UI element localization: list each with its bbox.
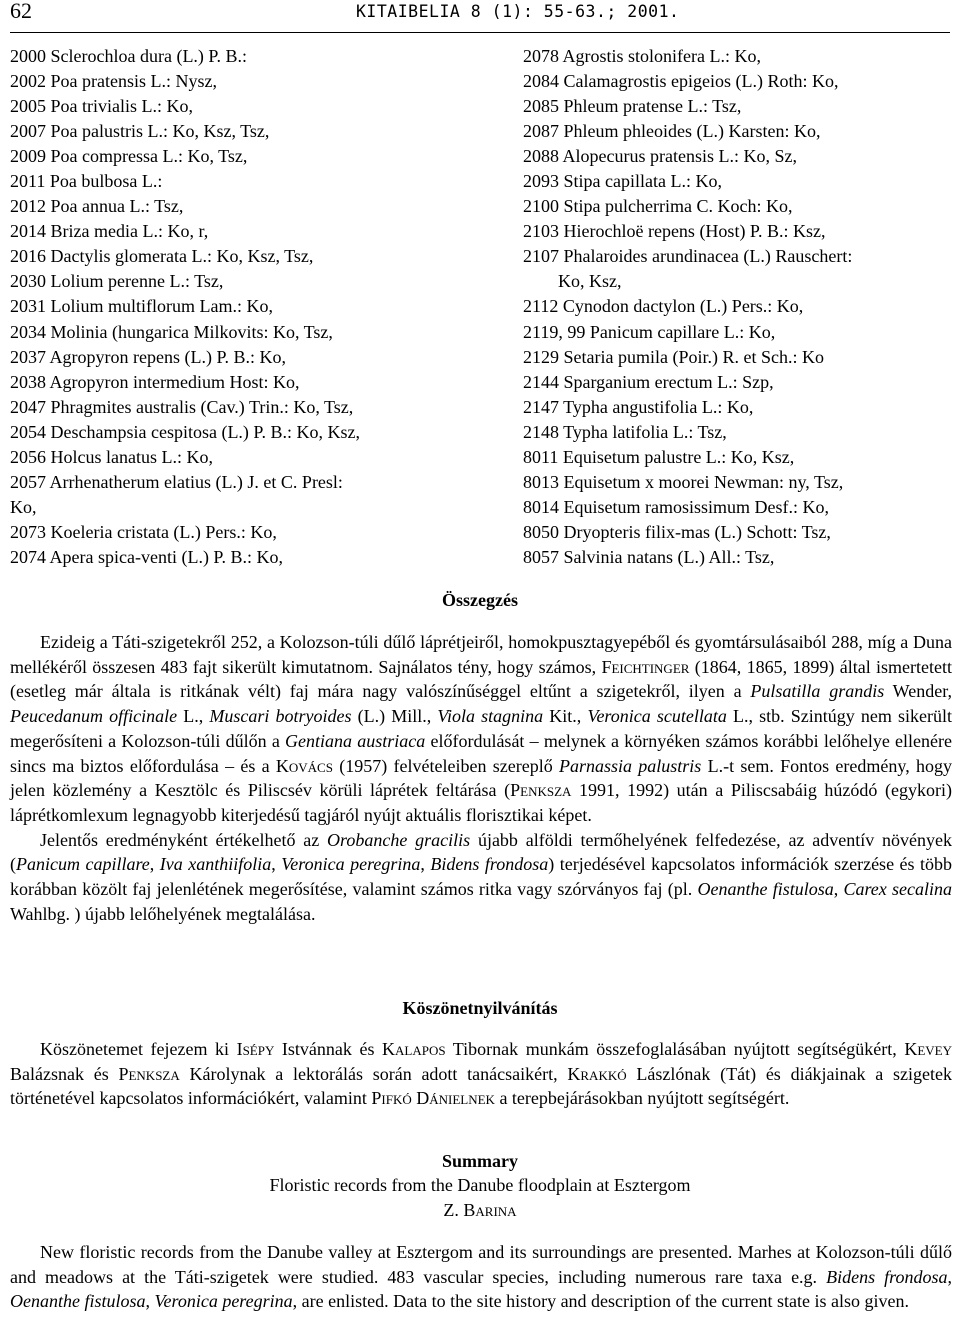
list-item: 2054 Deschampsia cespitosa (L.) P. B.: Ko, Ksz, (10, 421, 360, 442)
species-list-left (10, 44, 480, 570)
taxon-name: Viola stagnina (437, 706, 544, 727)
list-item: 2088 Alopecurus pratensis L.: Ko, Sz, (523, 146, 797, 167)
list-item: 2011 Poa bulbosa L.: (10, 171, 163, 192)
list-item: 2112 Cynodon dactylon (L.) Pers.: Ko, (523, 296, 804, 317)
summary-heading: Summary (442, 1151, 518, 1171)
taxon-name: Bidens frondosa (430, 854, 549, 875)
header-rule (10, 32, 950, 33)
list-item: 2016 Dactylis glomerata L.: Ko, Ksz, Tsz, (10, 246, 314, 267)
koszonet-heading: Köszönetnyilvánítás (402, 998, 558, 1018)
list-item: 8011 Equisetum palustre L.: Ko, Ksz, (523, 446, 795, 467)
list-item: 2012 Poa annua L.: Tsz, (10, 196, 184, 217)
list-item: 8013 Equisetum x moorei Newman: ny, Tsz, (523, 471, 844, 492)
list-item: 2119, 99 Panicum capillare L.: Ko, (523, 321, 776, 342)
list-item: 2103 Hierochloë repens (Host) P. B.: Ksz, (523, 221, 826, 242)
list-item: 2056 Holcus lanatus L.: Ko, (10, 446, 213, 467)
taxon-name: Parnassia palustris (559, 755, 702, 776)
taxon-name: Veronica scutellata (587, 706, 727, 727)
list-item: 2038 Agropyron intermedium Host: Ko, (10, 371, 300, 392)
osszegzes-body (10, 630, 952, 926)
list-item: 2034 Molinia (hungarica Milkovits: Ko, Tsz, (10, 321, 333, 342)
author-name: Feichtinger (601, 656, 690, 677)
list-item: 2087 Phleum phleoides (L.) Karsten: Ko, (523, 121, 821, 142)
list-item: 2100 Stipa pulcherrima C. Koch: Ko, (523, 196, 793, 217)
page-header (10, 0, 950, 34)
list-item: 2078 Agrostis stolonifera L.: Ko, (523, 46, 761, 66)
list-item: 2147 Typha angustifolia L.: Ko, (523, 396, 754, 417)
list-item: 2037 Agropyron repens (L.) P. B.: Ko, (10, 346, 286, 367)
author-name: Penksza (510, 780, 572, 801)
summary-author: Z. Barina (443, 1200, 517, 1220)
list-item: 2002 Poa pratensis L.: Nysz, (10, 71, 217, 92)
summary-body (10, 1240, 952, 1314)
osszegzes-paragraph-2: Jelentős eredményként értékelhető az Orobanche gracilis újabb alföldi termőhelyének felfedezése, az adventív növények (Panicum capillare, Iva xanthiifolia, Veronica peregrina, Bidens frondosa) terjedésével kapcsolatos információk szerzése és több korábban közölt faj jelenlétének megerősítése, valamint számos ritka vagy szórványos faj (pl. Oenanthe fistulosa, Carex secalina Wahlbg. ) újabb lelőhelyének megtalálása. (10, 829, 953, 924)
list-item: 2074 Apera spica-venti (L.) P. B.: Ko, (10, 546, 283, 567)
list-item: 2057 Arrhenatherum elatius (L.) J. et C. Presl: (10, 471, 343, 492)
list-item: 8014 Equisetum ramosissimum Desf.: Ko, (523, 496, 829, 517)
list-item: 2107 Phalaroides arundinacea (L.) Rauschert: (523, 246, 853, 267)
author-name: Kovács (275, 755, 333, 776)
list-item: 2085 Phleum pratense L.: Tsz, (523, 96, 742, 117)
summary-title: Floristic records from the Danube floodplain at Esztergom (269, 1175, 691, 1195)
list-item: 2093 Stipa capillata L.: Ko, (523, 171, 722, 192)
list-item: 8050 Dryopteris filix-mas (L.) Schott: Tsz, (523, 521, 831, 542)
list-item: Ko, (10, 496, 37, 517)
taxon-name: Oenanthe fistulosa (697, 879, 834, 900)
taxon-name: Panicum capillare (16, 854, 150, 875)
list-item: 8057 Salvinia natans (L.) All.: Tsz, (523, 546, 775, 567)
taxon-name: Veronica peregrina (154, 1291, 293, 1312)
page-number: 62 (10, 0, 32, 23)
list-item: 2005 Poa trivialis L.: Ko, (10, 96, 193, 117)
taxon-name: Bidens frondosa (826, 1266, 948, 1287)
list-item: 2073 Koeleria cristata (L.) Pers.: Ko, (10, 521, 277, 542)
taxon-name: Peucedanum officinale (10, 706, 178, 727)
osszegzes-paragraph-1: Ezideig a Táti-szigetekről 252, a Kolozson-túli dűlő láprétjeiről, homokpusztagyepéből és gyomtársulásaiból 288, míg a Duna mellékéről összesen 483 fajt sikerült kimutatnom. Sajnálatos tény, hogy számos, Feichtinger (1864, 1865, 1899) által ismertetett (esetleg már általa is ritkának vélt) faj mára nagy valószínűséggel eltűnt a szigetekről, ilyen a Pulsatilla grandis Wender, Peucedanum officinale L., Muscari botryoides (L.) Mill., Viola stagnina Kit., Veronica scutellata L., stb. Szintúgy nem sikerült megerősíteni a Kolozson-túli dűlőn a Gentiana austriaca előfordulását – melynek a környéken számos korábbi lelőhelye ellenére sincs ma biztos előfordulása – és a Kovács (1957) felvételeiben szereplő Parnassia palustris L.-t sem. Fontos eredmény, hogy jelen közlemény a Kesztölc és Piliscsév körüli láprétek feltárása (Penksza 1991, 1992) után a Piliscsabáig húzódó (egykori) láprétkomlexum legnagyobb kiterjedésű tagjáról nyújt aktuális florisztikai képet. (10, 632, 953, 825)
taxon-name: Gentiana austriaca (285, 730, 426, 751)
list-item: 2129 Setaria pumila (Poir.) R. et Sch.: Ko (523, 346, 824, 367)
taxon-name: Muscari botryoides (209, 706, 352, 727)
summary-paragraph: New floristic records from the Danube valley at Esztergom and its surroundings are presented. Marhes at Kolozson-túli dűlő and meadows at the Táti-szigetek were studied. 483 vascular species, including numerous rare taxa e.g. Bidens frondosa, Oenanthe fistulosa, Veronica peregrina, are enlisted. Data to the site history and description of the current state is also given. (10, 1242, 952, 1312)
list-item: 2030 Lolium perenne L.: Tsz, (10, 271, 224, 292)
list-item: 2144 Sparganium erectum L.: Szp, (523, 371, 774, 392)
list-item: Ko, Ksz, (558, 271, 622, 292)
list-item: 2007 Poa palustris L.: Ko, Ksz, Tsz, (10, 121, 270, 142)
osszegzes-heading: Összegzés (442, 590, 518, 610)
list-item: 2009 Poa compressa L.: Ko, Tsz, (10, 146, 248, 167)
taxon-name: Orobanche gracilis (327, 829, 471, 850)
taxon-name: Oenanthe fistulosa (10, 1291, 146, 1312)
species-list-right (523, 44, 953, 570)
list-item: 2014 Briza media L.: Ko, r, (10, 221, 209, 242)
koszonet-body (10, 1037, 952, 1111)
taxon-name: Carex secalina (843, 879, 953, 900)
taxon-name: Iva xanthiifolia (159, 854, 272, 875)
list-item: 2148 Typha latifolia L.: Tsz, (523, 421, 727, 442)
list-item: 2084 Calamagrostis epigeios (L.) Roth: Ko, (523, 71, 839, 92)
taxon-name: Veronica peregrina (281, 854, 421, 875)
journal-citation: KITAIBELIA 8 (1): 55-63.; 2001. (356, 2, 680, 21)
list-item: 2000 Sclerochloa dura (L.) P. B.: (10, 46, 247, 66)
koszonet-paragraph: Köszönetemet fejezem ki Isépy Istvánnak és Kalapos Tibornak munkám összefoglalásában nyújtott segítségükért, Kevey Balázsnak és Penksza Károlynak a lektorálás során adott tanácsaikért, Krakkó Lászlónak (Tát) és diákjainak a szigetek történetével kapcsolatos információkért, valamint Pifkó Dánielnek a terepbejárásokban nyújtott segítségért. (10, 1039, 953, 1109)
list-item: 2047 Phragmites australis (Cav.) Trin.: Ko, Tsz, (10, 396, 354, 417)
list-item: 2031 Lolium multiflorum Lam.: Ko, (10, 296, 273, 317)
taxon-name: Pulsatilla grandis (750, 681, 885, 702)
